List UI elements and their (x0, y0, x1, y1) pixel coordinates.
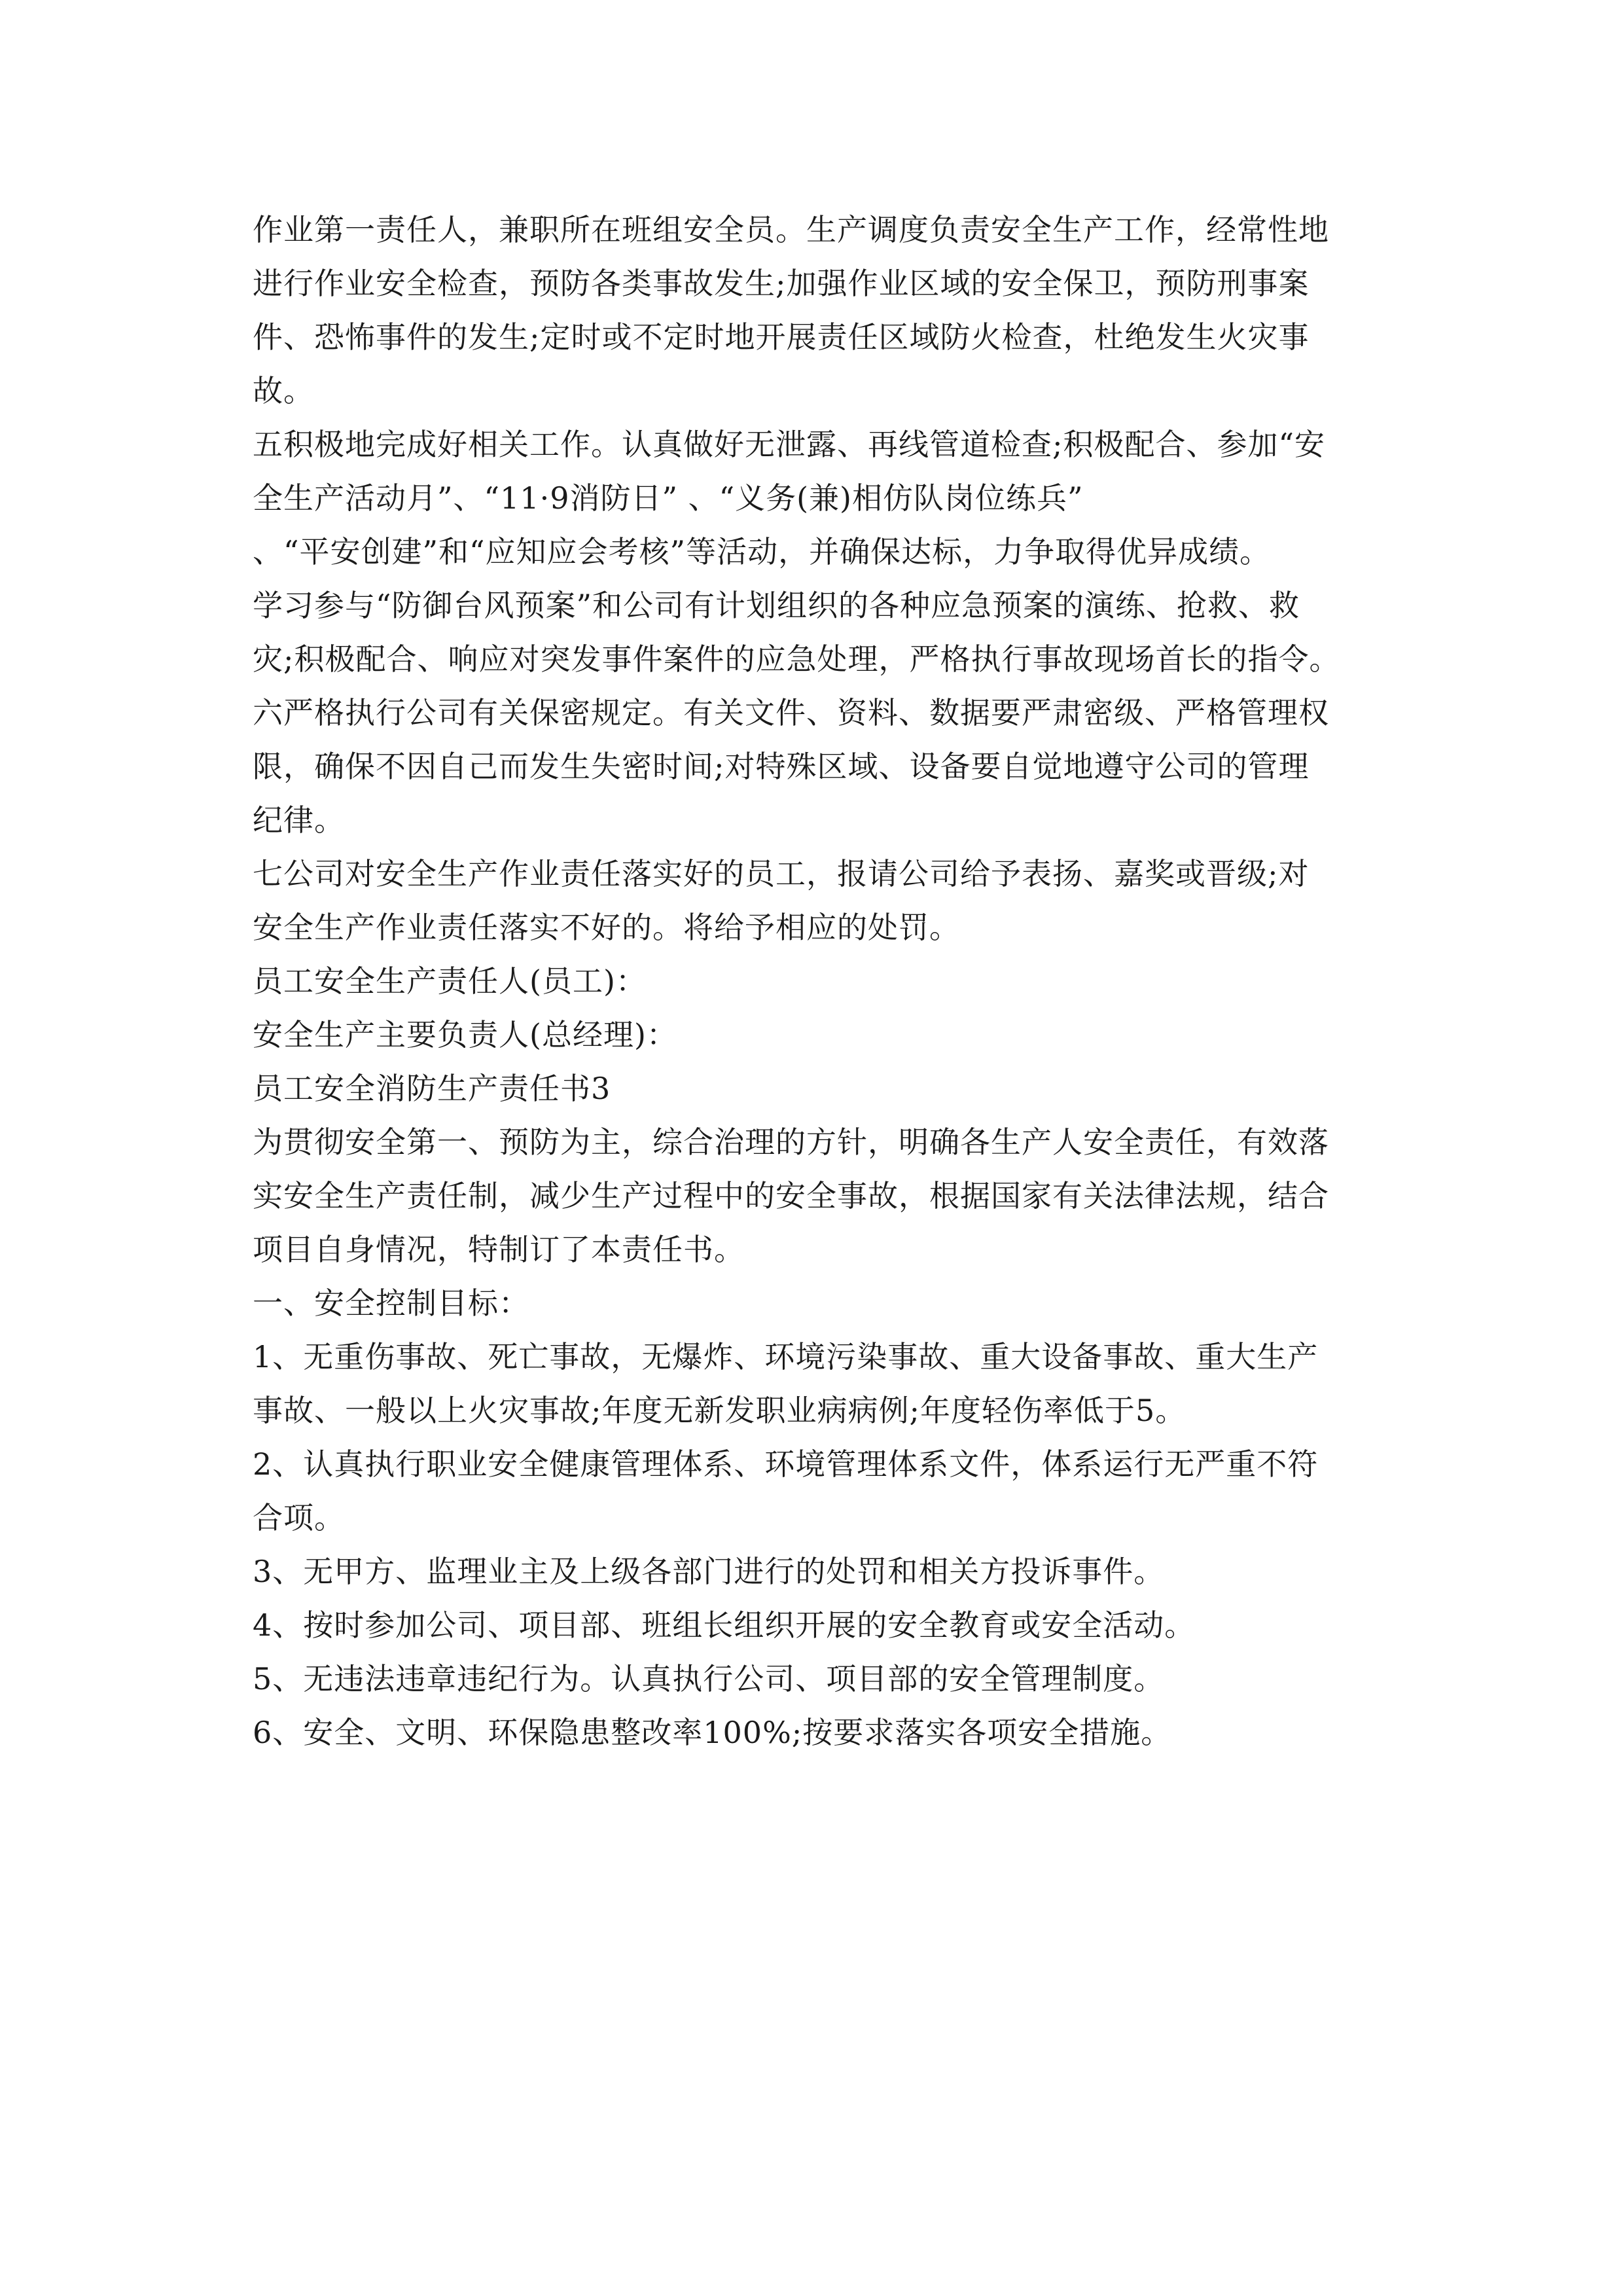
text-line: 进行作业安全检查，预防各类事故发生;加强作业区域的安全保卫，预防刑事案 (253, 266, 1310, 301)
text-line: 限，确保不因自己而发生失密时间;对特殊区域、设备要自觉地遵守公司的管理 (253, 749, 1310, 784)
list-item: 4、按时参加公司、项目部、班组长组织开展的安全教育或安全活动。 (253, 1607, 1196, 1643)
text-line: 安全生产作业责任落实不好的。将给予相应的处罚。 (253, 910, 960, 945)
text-line: 为贯彻安全第一、预防为主，综合治理的方针，明确各生产人安全责任，有效落 (253, 1124, 1329, 1160)
text-line: 作业第一责任人，兼职所在班组安全员。生产调度负责安全生产工作，经常性地 (253, 212, 1329, 247)
list-item: 6、安全、文明、环保隐患整改率100%;按要求落实各项安全措施。 (253, 1715, 1172, 1750)
text-line: 全生产活动月”、“11·9消防日” 、“义务(兼)相仿队岗位练兵” (253, 480, 1084, 516)
text-line: 学习参与“防御台风预案”和公司有计划组织的各种应急预案的演练、抢救、救 (253, 588, 1300, 623)
section-title: 员工安全消防生产责任书3 (253, 1071, 611, 1106)
list-item: 5、无违法违章违纪行为。认真执行公司、项目部的安全管理制度。 (253, 1661, 1165, 1696)
text-line: 灾;积极配合、响应对突发事件案件的应急处理，严格执行事故现场首长的指令。 (253, 641, 1340, 677)
text-line: 五积极地完成好相关工作。认真做好无泄露、再线管道检查;积极配合、参加“安 (253, 427, 1326, 462)
text-line: 、“平安创建”和“应知应会考核”等活动，并确保达标，力争取得优异成绩。 (253, 534, 1271, 569)
signature-line-employee: 员工安全生产责任人(员工)： (253, 963, 647, 999)
text-line: 六严格执行公司有关保密规定。有关文件、资料、数据要严肃密级、严格管理权 (253, 695, 1329, 730)
document-body (253, 203, 1418, 1759)
text-line: 纪律。 (253, 802, 345, 838)
text-line: 件、恐怖事件的发生;定时或不定时地开展责任区域防火检查，杜绝发生火灾事 (253, 319, 1310, 355)
text-line: 项目自身情况，特制订了本责任书。 (253, 1232, 745, 1267)
list-item: 1、无重伤事故、死亡事故，无爆炸、环境污染事故、重大设备事故、重大生产 (253, 1339, 1319, 1374)
text-line: 七公司对安全生产作业责任落实好的员工，报请公司给予表扬、嘉奖或晋级;对 (253, 856, 1310, 891)
signature-line-manager: 安全生产主要负责人(总经理)： (253, 1017, 677, 1052)
list-item: 事故、一般以上火灾事故;年度无新发职业病病例;年度轻伤率低于5。 (253, 1393, 1186, 1428)
list-item: 3、无甲方、监理业主及上级各部门进行的处罚和相关方投诉事件。 (253, 1554, 1165, 1589)
text-line: 故。 (253, 373, 314, 408)
list-item: 合项。 (253, 1500, 345, 1535)
list-item: 2、认真执行职业安全健康管理体系、环境管理体系文件，体系运行无严重不符 (253, 1446, 1319, 1482)
text-line: 实安全生产责任制，减少生产过程中的安全事故，根据国家有关法律法规，结合 (253, 1178, 1329, 1213)
section-heading: 一、安全控制目标： (253, 1285, 529, 1321)
